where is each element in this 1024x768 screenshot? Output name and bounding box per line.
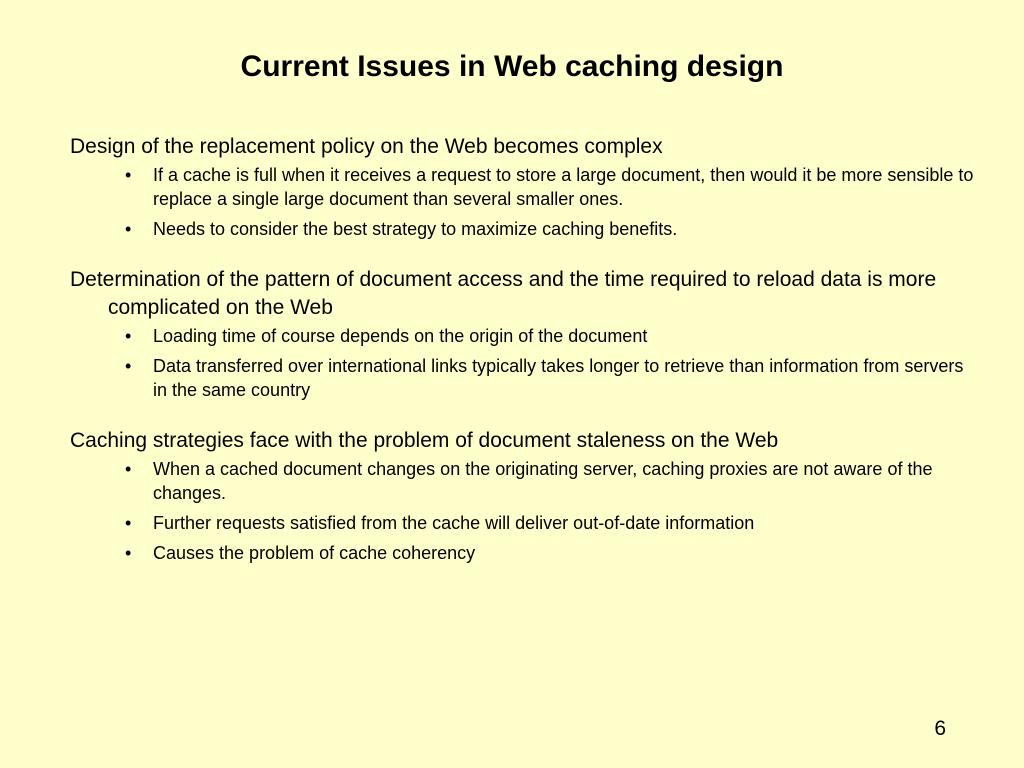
bullet-icon: •	[125, 219, 132, 239]
bullet-icon: •	[125, 326, 132, 346]
bullet-text: Further requests satisfied from the cache will deliver out-of-date information	[153, 513, 755, 533]
section-document-staleness	[70, 427, 980, 565]
bullet-item	[70, 163, 980, 211]
bullet-icon: •	[125, 543, 132, 563]
bullet-text: When a cached document changes on the originating server, caching proxies are not aware of the changes.	[153, 459, 933, 503]
bullet-list	[70, 163, 980, 241]
slide-content	[70, 133, 980, 590]
bullet-text: If a cache is full when it receives a request to store a large document, then would it be more sensible to replace a single large document than several smaller ones.	[153, 165, 974, 209]
bullet-icon: •	[125, 165, 132, 185]
bullet-item	[70, 541, 980, 565]
slide-title: Current Issues in Web caching design	[240, 50, 784, 83]
section-replacement-policy	[70, 133, 980, 241]
bullet-item	[70, 217, 980, 241]
bullet-text: Causes the problem of cache coherency	[153, 543, 476, 563]
bullet-icon: •	[125, 513, 132, 533]
section-heading: Determination of the pattern of document access and the time required to reload data is more complicated on the Web	[70, 268, 937, 319]
bullet-icon: •	[125, 459, 132, 479]
bullet-item	[70, 511, 980, 535]
bullet-list	[70, 457, 980, 565]
bullet-text: Needs to consider the best strategy to maximize caching benefits.	[153, 219, 678, 239]
bullet-item	[70, 354, 980, 402]
page-number: 6	[934, 717, 946, 740]
section-access-pattern	[70, 266, 980, 402]
bullet-list	[70, 324, 980, 402]
bullet-text: Data transferred over international links typically takes longer to retrieve than information from servers in the same country	[153, 356, 964, 400]
section-heading: Design of the replacement policy on the Web becomes complex	[70, 135, 663, 158]
bullet-item	[70, 457, 980, 505]
bullet-text: Loading time of course depends on the origin of the document	[153, 326, 648, 346]
bullet-item	[70, 324, 980, 348]
section-heading: Caching strategies face with the problem of document staleness on the Web	[70, 429, 779, 452]
bullet-icon: •	[125, 356, 132, 376]
